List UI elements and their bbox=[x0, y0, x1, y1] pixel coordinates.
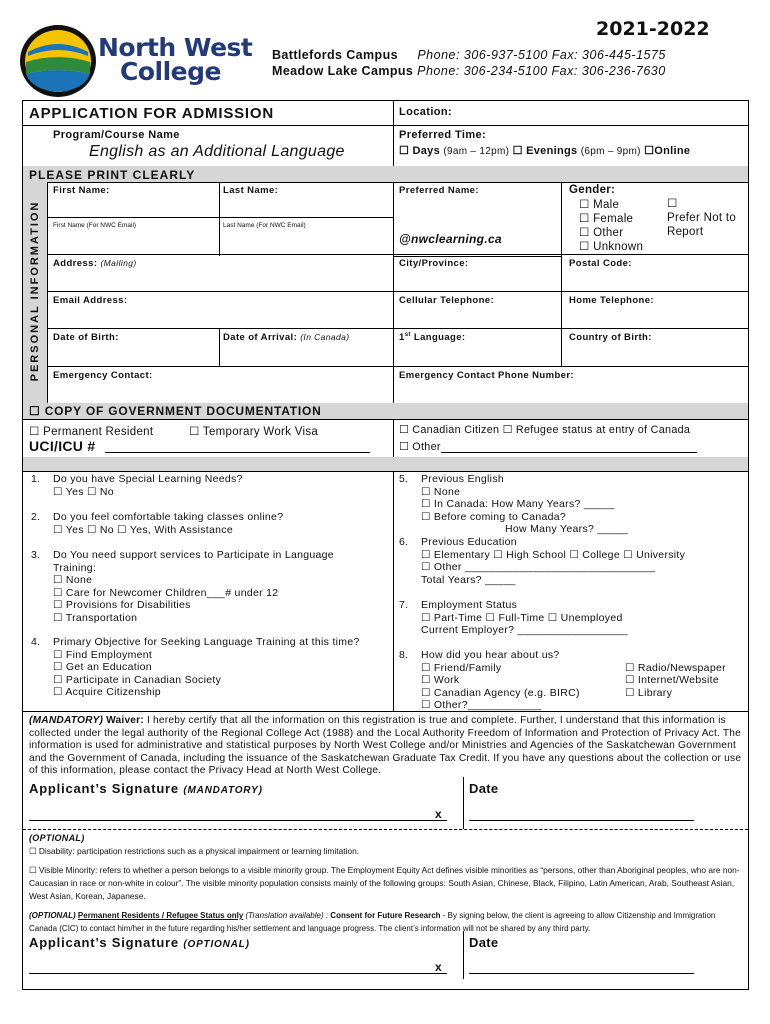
college-name: North West College bbox=[98, 33, 253, 86]
visible-minority-checkbox[interactable]: ☐ Visible Minority: refers to whether a person belongs to a visible minority group. The Employment Equity Act defines visible minorities as “persons, other than Aboriginal peoples, who are non-Caucasian in race or non-white in colour”. The visible minority population consists mainly of the following groups: South Asian, Chinese, Black, Filipino, Latin American, Arab, Southeast Asian, West Asian, Korean, Japanese. bbox=[29, 865, 740, 901]
gender-other[interactable]: ☐ Other bbox=[579, 227, 624, 239]
disability-checkbox[interactable]: ☐ Disability: participation restrictions such as a physical impairment or learning limitation. bbox=[29, 846, 360, 856]
uci-label: UCI/ICU # bbox=[29, 438, 96, 454]
temp-work-visa-checkbox[interactable]: ☐ Temporary Work Visa bbox=[189, 426, 319, 438]
optional-label: (OPTIONAL) bbox=[29, 833, 85, 843]
program-value[interactable]: English as an Additional Language bbox=[89, 143, 345, 160]
optional-signature-line[interactable] bbox=[29, 973, 447, 974]
date-of-arrival-label: Date of Arrival: (In Canada) bbox=[223, 332, 350, 343]
date-of-birth-label: Date of Birth: bbox=[53, 332, 119, 343]
preferred-time-label: Preferred Time: bbox=[399, 129, 487, 141]
consent-research: (OPTIONAL) Permanent Residents / Refugee Status only (Translation available) : Consent for Future Research - By signing below, the client is agreeing to allow Citizenship and Immigration Canada (CIC) to contact him/her in the future regarding his/her settlement and language progress. The client’s information will not be shared by any third party. bbox=[29, 911, 716, 933]
preferred-name-label: Preferred Name: bbox=[399, 185, 479, 196]
signature-x: x bbox=[435, 807, 442, 821]
print-clearly: PLEASE PRINT CLEARLY bbox=[29, 168, 196, 182]
last-name-label: Last Name: bbox=[223, 185, 279, 196]
address-label: Address: (Mailing) bbox=[53, 258, 137, 269]
home-phone-label: Home Telephone: bbox=[569, 295, 654, 306]
email-domain: @nwclearning.ca bbox=[399, 232, 502, 246]
gender-prefer-not[interactable]: ☐ Prefer Not to Report bbox=[667, 198, 737, 238]
signature-line[interactable] bbox=[29, 820, 447, 821]
battlefords-campus: Battlefords Campus Phone: 306-937-5100 Fax: 306-445-1575 bbox=[272, 48, 666, 62]
gender-label: Gender: bbox=[569, 184, 616, 196]
emergency-contact-label: Emergency Contact: bbox=[53, 370, 153, 381]
optional-date-label: Date bbox=[469, 935, 499, 950]
first-name-label: First Name: bbox=[53, 185, 110, 196]
first-name-email-label: First Name (For NWC Email) bbox=[53, 222, 137, 229]
optional-date-line[interactable] bbox=[469, 973, 694, 974]
gender-female[interactable]: ☐ Female bbox=[579, 213, 634, 225]
emergency-phone-label: Emergency Contact Phone Number: bbox=[399, 370, 574, 381]
country-of-birth-label: Country of Birth: bbox=[569, 332, 652, 343]
gov-documentation-checkbox[interactable]: ☐ COPY OF GOVERNMENT DOCUMENTATION bbox=[29, 404, 322, 418]
email-address-label: Email Address: bbox=[53, 295, 128, 306]
waiver-text: (MANDATORY) Waiver: I hereby certify that all the information on this registration is true and complete. Further, I understand that this information is collected under the legal authority of the Regional College Act (1988) and the Local Authority Freedom of Information and Protection of Privacy Act. The information is used for administrative and statistical purposes by North West College and/or Ministries and Agencies of the Saskatchewan Government and the Government of Canada, including the issuance of the Saskatchewan Graduate Tax Credit. If you have any questions about the collection or use of this information, please contact the Privacy Head at North West College. bbox=[29, 715, 742, 777]
postal-code-label: Postal Code: bbox=[569, 258, 632, 269]
location-label: Location: bbox=[399, 106, 453, 118]
date-line[interactable] bbox=[469, 820, 694, 821]
battlefords-phone: Phone: 306-937-5100 Fax: 306-445-1575 bbox=[417, 48, 666, 62]
meadow-lake-campus: Meadow Lake Campus Phone: 306-234-5100 Fax: 306-236-7630 bbox=[272, 64, 666, 78]
last-name-email-label: Last Name (For NWC Email) bbox=[223, 222, 306, 229]
optional-signature-label: Applicant’s Signature (OPTIONAL) bbox=[29, 935, 250, 950]
college-logo bbox=[18, 22, 100, 100]
section-personal-information: PERSONAL INFORMATION bbox=[29, 200, 41, 382]
academic-year: 2021-2022 bbox=[596, 18, 710, 40]
meadow-lake-phone: Phone: 306-234-5100 Fax: 306-236-7630 bbox=[417, 64, 666, 78]
first-language-label: 1st Language: bbox=[399, 332, 466, 344]
other-status-checkbox[interactable]: ☐ Other bbox=[399, 441, 441, 453]
program-label: Program/Course Name bbox=[53, 129, 180, 141]
citizen-refugee-checkboxes[interactable]: ☐ Canadian Citizen ☐ Refugee status at entry of Canada bbox=[399, 424, 691, 436]
cellular-phone-label: Cellular Telephone: bbox=[399, 295, 495, 306]
gender-options[interactable] bbox=[579, 198, 643, 254]
permanent-resident-checkbox[interactable]: ☐ Permanent Resident bbox=[29, 426, 154, 438]
applicant-signature-label: Applicant’s Signature (MANDATORY) bbox=[29, 781, 263, 796]
gender-male[interactable]: ☐ Male bbox=[579, 199, 620, 211]
city-label: City/Province: bbox=[399, 258, 469, 269]
optional-signature-x: x bbox=[435, 960, 442, 974]
form-title: APPLICATION FOR ADMISSION bbox=[29, 105, 274, 122]
application-form: APPLICATION FOR ADMISSION Location: Program/Course Name English as an Additional Language Preferred Time: ☐ Days (9am – 12pm) ☐ Evenings (6pm – 9pm) ☐Online PLEASE PRINT CLEARLY PERSONAL INFORMATION First Name: Last Name: Preferred Name: First Name (For NWC Email) Last Name (For NWC Email) @nwclearning.ca Gender: ☐ Male ☐ Female ☐ Other ☐ Unknown ☐ Prefer Not to Report Address: (Mailing) City/Province: Postal Code: Email Address: Cellular Telephone: Home Telephone: Date of Birth: Date of Arrival: (In Canada) 1st Language: Country of Birth: Emergency Contact: Emergency Contact Phone Number: ☐ COPY OF GOVERNMENT DOCUMENTATION ☐ Permanent Resident ☐ Temporary Work Visa UCI/ICU # ☐ Canadian Citizen ☐ Refugee status at entry of Canada ☐ Other 1. Do you have Special Learning Needs? ☐ Yes ☐ No 2. Do you feel comfortable taking classes online? ☐ Yes ☐ No ☐ Yes, With Assistance 3. Do You need support services to Participate in Language Training: ☐ None ☐ Care for Newcomer Children___# under 12 ☐ Provisions for Disabilities ☐ Transportation 4. Primary Objective for Seeking Language Training at this time? ☐ Find Employment ☐ Get an Education ☐ Participate in Canadian Society ☐ Acquire Citizenship 5. Previous English ☐ None ☐ In Canada: How Many Years? _____ ☐ Before coming to Canada? How Many Years? _____ 6. Previous Education ☐ Elementary ☐ High School ☐ College ☐ University ☐ Other _______________________________ Total Years? _____ 7. Employment Status ☐ Part-Time ☐ Full-Time ☐ Unemployed Current Employer? __________________ 8. How did you hear about us? ☐ Friend/Family ☐ Work ☐ Canadian Agency (e.g. BIRC) ☐ Other?____________ ☐ Radio/Newspaper ☐ Internet/Website ☐ Library (MANDATORY) Waiver: I hereby certify that all the information on this registration is true and complete. Further, I understand that this information is collected under the legal authority of the Regional College Act (1988) and the Local Authority Freedom of Information and Protection of Privacy Act. The information is used for administrative and statistical purposes by North West College and/or Ministries and Agencies of the Saskatchewan Government and the Government of Canada, including the issuance of the Saskatchewan Graduate Tax Credit. If you have any questions about the collection or use of this information, please contact the Privacy Head at North West College. Applicant’s Signature (MANDATORY) Date x (OPTIONAL) ☐ Disability: participation restrictions such as a physical impairment or learning limitation. ☐ Visible Minority: refers to whether a person belongs to a visible minority group. The Employment Equity Act defines visible minorities as “persons, other than Aboriginal peoples, who are non-Caucasian in race or non-white in colour”. The visible minority population consists mainly of the following groups: South Asian, Chinese, Black, Filipino, Latin American, Arab, Southeast Asian, West Asian, Korean, Japanese. (OPTIONAL) Permanent Residents / Refugee Status only (Translation available) : Consent for Future Research - By signing below, the client is agreeing to allow Citizenship and Immigration Canada (CIC) to contact him/her in the future regarding his/her settlement and language progress. The client’s information will not be shared by any third party. Applicant’s Signature (OPTIONAL) Date x bbox=[22, 100, 749, 990]
preferred-time-options[interactable]: ☐ Days (9am – 12pm) ☐ Evenings (6pm – 9pm) ☐Online bbox=[399, 145, 691, 157]
date-label: Date bbox=[469, 781, 499, 796]
gender-unknown[interactable]: ☐ Unknown bbox=[579, 241, 644, 253]
